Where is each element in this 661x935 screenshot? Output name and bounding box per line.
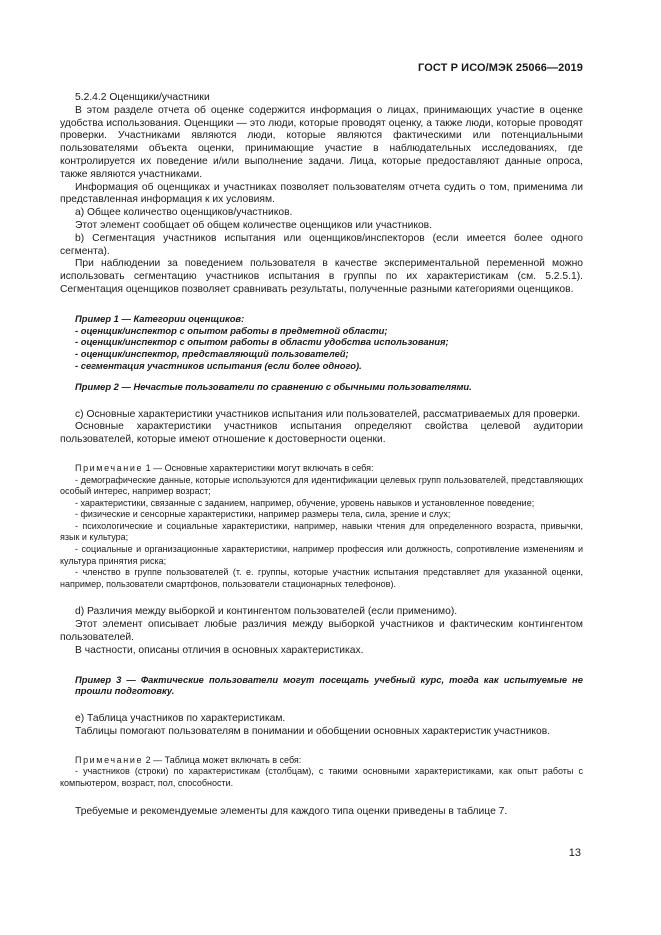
document-header: ГОСТ Р ИСО/МЭК 25066—2019 — [418, 62, 583, 74]
paragraph: В этом разделе отчета об оценке содержится информация о лицах, принимающих участие в оценке удобства использования. Оценщики — это люди, которые проводят оценку, а также люди, которые проводят проверки. Участниками являются люди, которые являются фактическими или потенциальными пользователями объекта оценки, принимающие участие в наблюдательных исследованиях, где контролируется их поведение и/или выполнение задачи. Лица, которые предоставляют данные опроса, также являются участниками. — [60, 104, 583, 180]
paragraph: Этот элемент описывает любые различия между выборкой участников и фактическим контингентом пользователей. — [60, 619, 583, 644]
note-label: Примечание — [75, 754, 144, 765]
note-label: Примечание — [75, 462, 144, 473]
list-item-a: а) Общее количество оценщиков/участников. — [75, 207, 293, 219]
paragraph: Таблицы помогают пользователям в понимании и обобщении основных характеристик участников. — [75, 726, 551, 738]
list-item-d: d) Различия между выборкой и контингентом пользователей (если применимо). — [75, 606, 458, 618]
paragraph: Требуемые и рекомендуемые элементы для каждого типа оценки приведены в таблице 7. — [75, 805, 508, 817]
list-item-e: е) Таблица участников по характеристикам. — [75, 713, 286, 725]
page-content — [60, 92, 583, 818]
note-1-item: - характеристики, связанные с заданием, например, обучение, уровень навыков и установленное поведение; — [75, 497, 535, 508]
note-1-item: - демографические данные, которые используются для идентификации целевых групп пользователей, представляющих особый интерес, например возраст; — [60, 474, 583, 497]
example-3: Пример 3 — Фактические пользователи могут посещать учебный курс, тогда как испытуемые не прошли подготовку. — [75, 673, 583, 697]
note-text: 2 — Таблица может включать в себя: — [143, 754, 302, 765]
note-1-item: - членство в группе пользователей (т. е. группы, которые участник испытания представляет для указанной оценки, например, пользователи смартфонов, пользователи стационарных телефонов). — [60, 567, 583, 589]
example-1-title: Пример 1 — Категории оценщиков: — [75, 312, 245, 324]
paragraph: Информация об оценщиках и участниках позволяет пользователям отчета судить о том, применима ли представленная информация к их условиям. — [60, 181, 583, 206]
example-1-item: - оценщик/инспектор, представляющий пользователей; — [75, 348, 349, 360]
paragraph: В частности, описаны отличия в основных характеристиках. — [75, 644, 364, 656]
note-2 — [60, 755, 583, 767]
paragraph: Основные характеристики участников испытания определяют свойства целевой аудитории пользователей, которые имеют отношение к достоверности оценки. — [60, 421, 583, 446]
note-1-item: - психологические и социальные характеристики, например, навыки чтения для определенного возраста, привычки, язык и культура; — [60, 520, 583, 543]
note-1 — [60, 463, 583, 475]
note-1-item: - физические и сенсорные характеристики, например размеры тела, сила, зрение и слух; — [75, 509, 451, 520]
page-number: 13 — [568, 847, 581, 859]
list-item-b: b) Сегментация участников испытания или оценщиков/инспекторов (если имеется более одного сегмента). — [60, 232, 583, 257]
note-2-item: - участников (строки) по характеристикам (столбцам), с такими основными характеристиками, как опыт работы с компьютером, возраст, пол, способности. — [60, 766, 583, 789]
note-text: 1 — Основные характеристики могут включать в себя: — [143, 462, 374, 473]
section-title: 5.2.4.2 Оценщики/участники — [75, 92, 210, 103]
list-item-c: с) Основные характеристики участников испытания или пользователей, рассматриваемых для проверки. — [75, 408, 581, 420]
paragraph: Этот элемент сообщает об общем количестве оценщиков или участников. — [75, 219, 433, 231]
paragraph: При наблюдении за поведением пользователя в качестве экспериментальной переменной можно использовать сегментацию участников испытания в группы по их характеристикам (см. 5.2.5.1). Сегментация оценщиков позволяет сравнивать результаты, полученные разными категориями оценщиков. — [60, 258, 583, 295]
note-1-item: - социальные и организационные характеристики, например профессия или должность, сопротивление изменениям и культура принятия риска; — [60, 544, 583, 566]
example-1-item: - оценщик/инспектор с опытом работы в предметной области; — [75, 324, 388, 336]
example-2: Пример 2 — Нечастые пользователи по сравнению с обычными пользователями. — [75, 380, 472, 392]
example-1-item: - сегментация участников испытания (если более одного). — [75, 359, 362, 371]
example-1-item: - оценщик/инспектор с опытом работы в области удобства использования; — [75, 336, 449, 348]
